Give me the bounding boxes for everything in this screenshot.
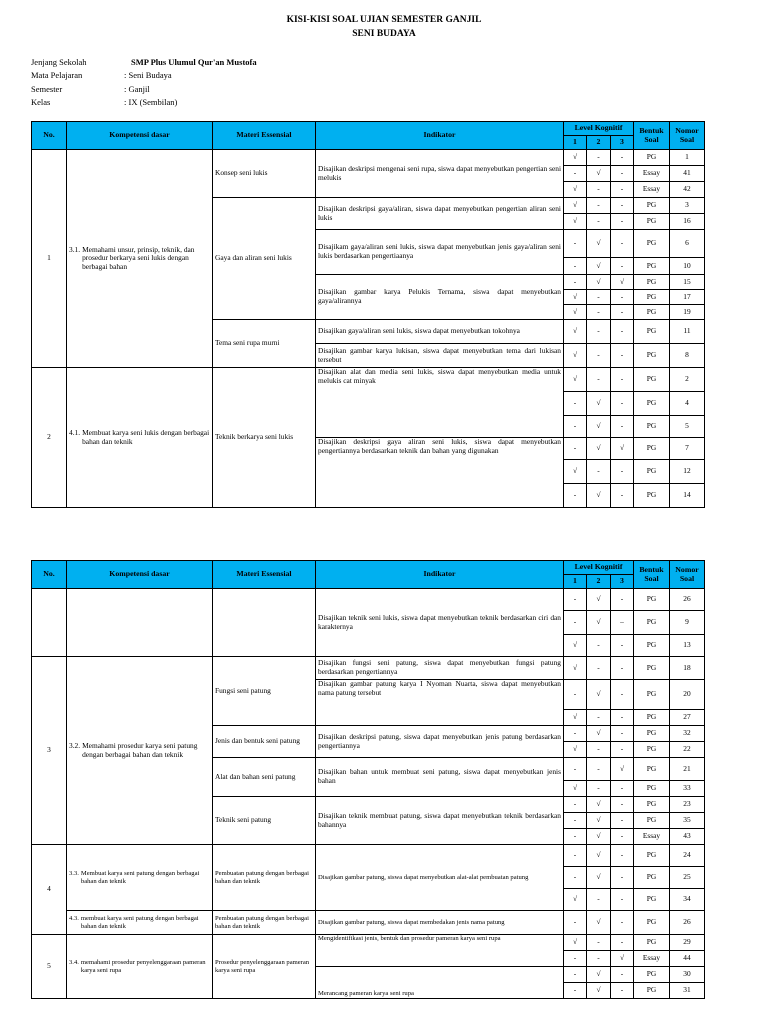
bentuk-cell: PG — [634, 983, 670, 999]
level-2-cell: - — [587, 198, 611, 214]
level-1-cell: - — [564, 392, 587, 416]
bentuk-cell: PG — [634, 438, 670, 460]
level-1-cell: - — [564, 967, 587, 983]
level-3-cell: - — [611, 320, 634, 344]
level-2-cell: √ — [587, 258, 611, 275]
level-1-cell: √ — [564, 657, 587, 680]
level-1-cell: - — [564, 438, 587, 460]
bentuk-cell: PG — [634, 710, 670, 726]
row-number: 3 — [32, 657, 67, 845]
nomor-cell: 24 — [670, 845, 705, 867]
level-3-cell: - — [611, 416, 634, 438]
header-level-1: 1 — [564, 575, 587, 589]
level-2-cell: - — [587, 742, 611, 758]
level-1-cell: √ — [564, 214, 587, 230]
level-3-cell: - — [611, 150, 634, 166]
level-3-cell: √ — [611, 758, 634, 781]
level-3-cell: - — [611, 290, 634, 305]
nomor-cell: 4 — [670, 392, 705, 416]
indikator-cell: Disajikan gambar karya Pelukis Ternama, siswa dapat menyebutkan gaya/alirannya — [316, 275, 564, 320]
level-2-cell: √ — [587, 392, 611, 416]
materi-cell: Konsep seni lukis — [213, 150, 316, 198]
kompetensi-cell: 3.3. Membuat karya seni patung dengan berbagai bahan dan teknik — [67, 845, 213, 911]
bentuk-cell: PG — [634, 230, 670, 258]
level-3-cell: - — [611, 935, 634, 951]
level-2-cell: √ — [587, 726, 611, 742]
nomor-cell: 26 — [670, 911, 705, 935]
kompetensi-cell: 3.4. memahami prosedur penyelenggaraan pameran karya seni rupa — [67, 935, 213, 999]
nomor-cell: 35 — [670, 813, 705, 829]
bentuk-cell: PG — [634, 967, 670, 983]
nomor-cell: 23 — [670, 797, 705, 813]
materi-cell: Jenis dan bentuk seni patung — [213, 726, 316, 758]
level-1-cell: - — [564, 829, 587, 845]
materi-cell: Gaya dan aliran seni lukis — [213, 198, 316, 320]
kompetensi-cell: 4.3. membuat karya seni patung dengan berbagai bahan dan teknik — [67, 911, 213, 935]
level-2-cell: √ — [587, 589, 611, 611]
bentuk-cell: PG — [634, 460, 670, 484]
level-1-cell: - — [564, 983, 587, 999]
level-3-cell: - — [611, 829, 634, 845]
level-2-cell: - — [587, 460, 611, 484]
level-3-cell: - — [611, 813, 634, 829]
indikator-cell: Disajikan alat dan media seni lukis, siswa dapat menyebutkan media untuk melukis cat minyak — [316, 368, 564, 438]
level-1-cell: - — [564, 258, 587, 275]
nomor-cell: 27 — [670, 710, 705, 726]
header-no: No. — [32, 122, 67, 150]
nomor-cell: 1 — [670, 150, 705, 166]
materi-cell: Alat dan bahan seni patung — [213, 758, 316, 797]
info-value-semester: : Ganjil — [124, 84, 150, 94]
info-label-semester: Semester — [31, 84, 63, 94]
bentuk-cell: PG — [634, 889, 670, 911]
level-1-cell: - — [564, 797, 587, 813]
header-level-3: 3 — [611, 136, 634, 150]
info-label-mapel: Mata Pelajaran — [31, 70, 83, 80]
bentuk-cell: PG — [634, 320, 670, 344]
indikator-cell: Disajikan gambar patung, siswa dapat membedakan jenis nama patung — [316, 911, 564, 935]
level-3-cell: - — [611, 867, 634, 889]
indikator-cell: Disajikam gaya/aliran seni lukis, siswa dapat menyebutkan jenis gaya/aliran seni lukis berdasarkan pengertiaanya — [316, 230, 564, 275]
nomor-cell: 8 — [670, 344, 705, 368]
indikator-cell: Merancang pameran karya seni rupa — [316, 967, 564, 999]
level-2-cell: - — [587, 951, 611, 967]
level-2-cell: √ — [587, 230, 611, 258]
row-number: 5 — [32, 935, 67, 999]
level-2-cell: - — [587, 305, 611, 320]
nomor-cell: 22 — [670, 742, 705, 758]
level-1-cell: √ — [564, 935, 587, 951]
level-1-cell: - — [564, 166, 587, 182]
materi-cell: Prosedur penyelenggaraan pameran karya seni rupa — [213, 935, 316, 999]
header-indikator: Indikator — [316, 122, 564, 150]
bentuk-cell: Essay — [634, 166, 670, 182]
level-2-cell: √ — [587, 829, 611, 845]
bentuk-cell: PG — [634, 198, 670, 214]
materi-cell: Pembuatan patung dengan berbagai bahan dan teknik — [213, 911, 316, 935]
nomor-cell: 9 — [670, 611, 705, 635]
level-1-cell: - — [564, 845, 587, 867]
level-2-cell: √ — [587, 275, 611, 290]
bentuk-cell: PG — [634, 845, 670, 867]
level-3-cell: - — [611, 230, 634, 258]
bentuk-cell: PG — [634, 797, 670, 813]
level-3-cell: √ — [611, 438, 634, 460]
header-materi: Materi Essensial — [213, 561, 316, 589]
nomor-cell: 2 — [670, 368, 705, 392]
row-number: 1 — [32, 150, 67, 368]
kompetensi-cell: 3.1. Memahami unsur, prinsip, teknik, dan prosedur berkarya seni lukis dengan berbagai bahan — [67, 150, 213, 368]
bentuk-cell: PG — [634, 589, 670, 611]
level-1-cell: √ — [564, 198, 587, 214]
nomor-cell: 11 — [670, 320, 705, 344]
level-1-cell: - — [564, 275, 587, 290]
bentuk-cell: PG — [634, 635, 670, 657]
level-1-cell: √ — [564, 182, 587, 198]
indikator-cell: Disajikan deskripsi gaya/aliran, siswa dapat menyebutkan pengertian aliran seni lukis — [316, 198, 564, 230]
kisi-table-2 — [31, 560, 705, 999]
nomor-cell: 14 — [670, 484, 705, 508]
level-2-cell: √ — [587, 867, 611, 889]
bentuk-cell: PG — [634, 813, 670, 829]
header-level-1: 1 — [564, 136, 587, 150]
level-1-cell: √ — [564, 781, 587, 797]
level-3-cell: - — [611, 911, 634, 935]
info-value-kelas: : IX (Sembilan) — [124, 97, 178, 107]
indikator-cell: Disajikan gaya/aliran seni lukis, siswa dapat menyebutkan tokohnya — [316, 320, 564, 344]
level-3-cell: - — [611, 680, 634, 710]
materi-cell — [213, 589, 316, 657]
level-3-cell: - — [611, 368, 634, 392]
bentuk-cell: PG — [634, 150, 670, 166]
level-2-cell: √ — [587, 797, 611, 813]
nomor-cell: 43 — [670, 829, 705, 845]
kompetensi-cell: 3.2. Memahami prosedur karya seni patung dengan berbagai bahan dan teknik — [67, 657, 213, 845]
level-1-cell: √ — [564, 889, 587, 911]
level-3-cell: - — [611, 460, 634, 484]
header-no: No. — [32, 561, 67, 589]
bentuk-cell: PG — [634, 290, 670, 305]
nomor-cell: 42 — [670, 182, 705, 198]
nomor-cell: 5 — [670, 416, 705, 438]
bentuk-cell: PG — [634, 305, 670, 320]
materi-cell: Tema seni rupa murni — [213, 320, 316, 368]
level-2-cell: - — [587, 889, 611, 911]
nomor-cell: 7 — [670, 438, 705, 460]
materi-cell: Pembuatan patung dengan berbagai bahan dan teknik — [213, 845, 316, 911]
level-3-cell: - — [611, 781, 634, 797]
level-3-cell: - — [611, 305, 634, 320]
level-3-cell: - — [611, 657, 634, 680]
level-1-cell: - — [564, 726, 587, 742]
indikator-cell: Disajikan gambar patung karya I Nyoman Nuarta, siswa dapat menyebutkan nama patung tersebut — [316, 680, 564, 726]
level-2-cell: - — [587, 150, 611, 166]
indikator-cell: Disajikan deskripsi mengenai seni rupa, siswa dapat menyebutkan pengertian seni melukis — [316, 150, 564, 198]
info-label-jenjang: Jenjang Sekolah — [31, 57, 87, 67]
nomor-cell: 32 — [670, 726, 705, 742]
nomor-cell: 21 — [670, 758, 705, 781]
nomor-cell: 29 — [670, 935, 705, 951]
bentuk-cell: PG — [634, 867, 670, 889]
nomor-cell: 17 — [670, 290, 705, 305]
bentuk-cell: PG — [634, 275, 670, 290]
header-level-2: 2 — [587, 575, 611, 589]
level-2-cell: √ — [587, 484, 611, 508]
level-2-cell: √ — [587, 438, 611, 460]
row-number — [32, 589, 67, 657]
header-nomor: Nomor Soal — [670, 122, 705, 150]
info-value-mapel: : Seni Budaya — [124, 70, 172, 80]
level-3-cell: - — [611, 635, 634, 657]
materi-cell: Teknik berkarya seni lukis — [213, 368, 316, 508]
level-1-cell: - — [564, 758, 587, 781]
level-3-cell: - — [611, 742, 634, 758]
nomor-cell: 19 — [670, 305, 705, 320]
level-1-cell: √ — [564, 635, 587, 657]
level-3-cell: - — [611, 797, 634, 813]
level-3-cell: - — [611, 726, 634, 742]
bentuk-cell: PG — [634, 781, 670, 797]
indikator-cell: Disajikan bahan untuk membuat seni patung, siswa dapat menyebutkan jenis bahan — [316, 758, 564, 797]
level-1-cell: - — [564, 680, 587, 710]
nomor-cell: 10 — [670, 258, 705, 275]
level-2-cell: √ — [587, 983, 611, 999]
header-level: Level Kognitif — [564, 122, 634, 136]
level-3-cell: - — [611, 198, 634, 214]
bentuk-cell: PG — [634, 416, 670, 438]
level-3-cell: - — [611, 589, 634, 611]
level-2-cell: - — [587, 935, 611, 951]
kompetensi-cell: 4.1. Membuat karya seni lukis dengan berbagai bahan dan teknik — [67, 368, 213, 508]
level-3-cell: √ — [611, 275, 634, 290]
indikator-cell: Disajikan teknik seni lukis, siswa dapat menyebutkan teknik berdasarkan ciri dan karakternya — [316, 589, 564, 657]
info-value-jenjang: SMP Plus Ulumul Qur'an Mustofa — [131, 57, 257, 67]
level-1-cell: - — [564, 867, 587, 889]
level-1-cell: √ — [564, 344, 587, 368]
header-level-2: 2 — [587, 136, 611, 150]
level-3-cell: - — [611, 710, 634, 726]
level-2-cell: - — [587, 214, 611, 230]
level-3-cell: - — [611, 484, 634, 508]
bentuk-cell: PG — [634, 368, 670, 392]
level-1-cell: - — [564, 230, 587, 258]
info-label-kelas: Kelas — [31, 97, 51, 107]
indikator-cell: Disajikan gambar karya lukisan, siswa dapat menyebutkan tema dari lukisan tersebut — [316, 344, 564, 368]
indikator-cell: Disajikan teknik membuat patung, siswa dapat menyebutkan teknik berdasarkan bahannya — [316, 797, 564, 845]
level-1-cell: - — [564, 611, 587, 635]
nomor-cell: 30 — [670, 967, 705, 983]
header-nomor: Nomor Soal — [670, 561, 705, 589]
level-2-cell: √ — [587, 845, 611, 867]
bentuk-cell: PG — [634, 726, 670, 742]
level-2-cell: √ — [587, 166, 611, 182]
level-3-cell: - — [611, 182, 634, 198]
nomor-cell: 31 — [670, 983, 705, 999]
level-3-cell: - — [611, 889, 634, 911]
bentuk-cell: PG — [634, 742, 670, 758]
row-number: 2 — [32, 368, 67, 508]
bentuk-cell: PG — [634, 484, 670, 508]
bentuk-cell: PG — [634, 344, 670, 368]
level-2-cell: √ — [587, 611, 611, 635]
indikator-cell: Disajikan deskripsi patung, siswa dapat menyebutkan jenis patung berdasarkan pengertiannya — [316, 726, 564, 758]
bentuk-cell: PG — [634, 935, 670, 951]
kompetensi-cell — [67, 589, 213, 657]
nomor-cell: 34 — [670, 889, 705, 911]
level-3-cell: - — [611, 214, 634, 230]
level-2-cell: - — [587, 290, 611, 305]
document-subtitle: SENI BUDAYA — [352, 29, 416, 39]
level-3-cell: - — [611, 344, 634, 368]
level-2-cell: √ — [587, 911, 611, 935]
level-3-cell: - — [611, 845, 634, 867]
level-1-cell: √ — [564, 742, 587, 758]
level-2-cell: - — [587, 344, 611, 368]
level-1-cell: √ — [564, 305, 587, 320]
nomor-cell: 18 — [670, 657, 705, 680]
indikator-cell: Disajikan deskripsi gaya aliran seni lukis, siswa dapat menyebutkan pengertiannya berdasarkan teknik dan bahan yang digunakan — [316, 438, 564, 508]
level-2-cell: √ — [587, 416, 611, 438]
bentuk-cell: PG — [634, 214, 670, 230]
level-2-cell: √ — [587, 680, 611, 710]
level-2-cell: - — [587, 320, 611, 344]
nomor-cell: 33 — [670, 781, 705, 797]
nomor-cell: 25 — [670, 867, 705, 889]
level-2-cell: √ — [587, 967, 611, 983]
nomor-cell: 3 — [670, 198, 705, 214]
header-level-3: 3 — [611, 575, 634, 589]
nomor-cell: 41 — [670, 166, 705, 182]
bentuk-cell: PG — [634, 911, 670, 935]
header-level: Level Kognitif — [564, 561, 634, 575]
kisi-table-1 — [31, 121, 705, 508]
level-3-cell: - — [611, 392, 634, 416]
level-1-cell: √ — [564, 320, 587, 344]
level-1-cell: √ — [564, 368, 587, 392]
level-1-cell: - — [564, 911, 587, 935]
level-1-cell: √ — [564, 290, 587, 305]
row-number: 4 — [32, 845, 67, 935]
materi-cell: Fungsi seni patung — [213, 657, 316, 726]
level-2-cell: - — [587, 758, 611, 781]
level-1-cell: - — [564, 589, 587, 611]
bentuk-cell: PG — [634, 680, 670, 710]
level-2-cell: - — [587, 368, 611, 392]
bentuk-cell: PG — [634, 657, 670, 680]
level-2-cell: √ — [587, 813, 611, 829]
level-3-cell: - — [611, 983, 634, 999]
nomor-cell: 13 — [670, 635, 705, 657]
nomor-cell: 6 — [670, 230, 705, 258]
bentuk-cell: Essay — [634, 829, 670, 845]
level-1-cell: - — [564, 416, 587, 438]
level-3-cell: √ — [611, 951, 634, 967]
nomor-cell: 15 — [670, 275, 705, 290]
header-indikator: Indikator — [316, 561, 564, 589]
header-materi: Materi Essensial — [213, 122, 316, 150]
bentuk-cell: Essay — [634, 951, 670, 967]
bentuk-cell: Essay — [634, 182, 670, 198]
header-bentuk: Bentuk Soal — [634, 122, 670, 150]
header-kompetensi: Kompetensi dasar — [67, 122, 213, 150]
header-kompetensi: Kompetensi dasar — [67, 561, 213, 589]
level-1-cell: √ — [564, 710, 587, 726]
bentuk-cell: PG — [634, 392, 670, 416]
bentuk-cell: PG — [634, 258, 670, 275]
level-1-cell: - — [564, 813, 587, 829]
level-3-cell: - — [611, 166, 634, 182]
nomor-cell: 12 — [670, 460, 705, 484]
materi-cell: Teknik seni patung — [213, 797, 316, 845]
indikator-cell: Disajikan fungsi seni patung, siswa dapat menyebutkan fungsi patung berdasarkan pengertiannya — [316, 657, 564, 680]
level-2-cell: - — [587, 657, 611, 680]
indikator-cell: Mengidentifikasi jenis, bentuk dan prosedur pameran karya seni rupa — [316, 935, 564, 967]
level-1-cell: √ — [564, 460, 587, 484]
level-2-cell: - — [587, 710, 611, 726]
bentuk-cell: PG — [634, 611, 670, 635]
nomor-cell: 16 — [670, 214, 705, 230]
level-1-cell: √ — [564, 150, 587, 166]
level-2-cell: - — [587, 182, 611, 198]
nomor-cell: 44 — [670, 951, 705, 967]
nomor-cell: 26 — [670, 589, 705, 611]
level-1-cell: - — [564, 951, 587, 967]
document-title: KISI-KISI SOAL UJIAN SEMESTER GANJIL — [286, 15, 482, 25]
nomor-cell: 20 — [670, 680, 705, 710]
level-2-cell: - — [587, 781, 611, 797]
header-bentuk: Bentuk Soal — [634, 561, 670, 589]
bentuk-cell: PG — [634, 758, 670, 781]
level-2-cell: - — [587, 635, 611, 657]
level-3-cell: - — [611, 967, 634, 983]
level-3-cell: – — [611, 611, 634, 635]
level-3-cell: - — [611, 258, 634, 275]
level-1-cell: - — [564, 484, 587, 508]
indikator-cell: Disajikan gambar patung, siswa dapat menyebutkan alat-alat pembuatan patung — [316, 845, 564, 911]
